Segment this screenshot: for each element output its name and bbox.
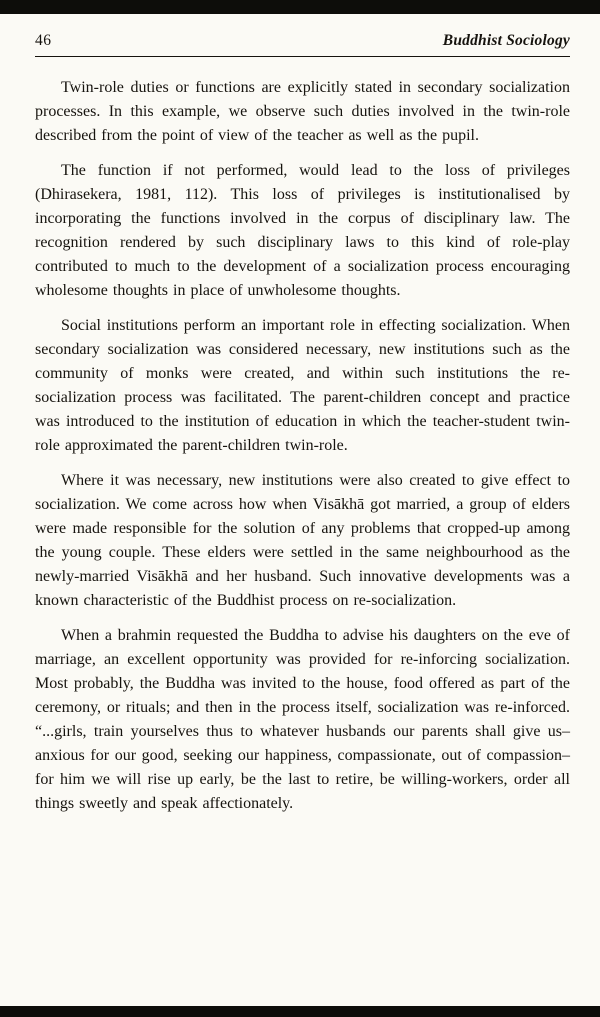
body-paragraph: Social institutions perform an important role in effecting socialization. When secondary socialization was considered necessary, new institutions such as the community of monks were created, and within such institutions the re-socialization process was facilitated. The parent-children concept and practice was introduced to the institution of education in which the teacher-student twin-role approximated the parent-children twin-role.	[35, 317, 570, 454]
page-number: 46	[35, 32, 52, 49]
header-rule	[35, 56, 570, 57]
page-header	[35, 32, 570, 50]
running-title: Buddhist Sociology	[442, 32, 570, 49]
scan-edge-top	[0, 0, 600, 14]
body-paragraph: Where it was necessary, new institutions were also created to give effect to socialization. We come across how when Visākhā got married, a group of elders were made responsible for the solution of any problems that cropped-up among the young couple. These elders were settled in the same neighbourhood as the newly-married Visākhā and her husband. Such innovative developments was a known characteristic of the Buddhist process on re-socialization.	[35, 472, 570, 609]
body-paragraph: Twin-role duties or functions are explicitly stated in secondary socialization processes. In this example, we observe such duties involved in the twin-role described from the point of view of the teacher as well as the pupil.	[35, 79, 570, 144]
body-paragraph: When a brahmin requested the Buddha to advise his daughters on the eve of marriage, an excellent opportunity was provided for re-inforcing socialization. Most probably, the Buddha was invited to the house, food offered as part of the ceremony, or rituals; and then in the process itself, socialization was re-inforced. “...girls, train yourselves thus to whatever husbands our parents shall give us–anxious for our good, seeking our happiness, compassionate, out of compassion–for him we will rise up early, be the last to retire, be willing-workers, order all things sweetly and speak affectionately.	[35, 627, 570, 812]
body-paragraph: The function if not performed, would lead to the loss of privileges (Dhirasekera, 1981, 112). This loss of privileges is institutionalised by incorporating the functions involved in the corpus of disciplinary law. The recognition rendered by such disciplinary laws to this kind of role-play contributed to much to the development of a socialization process encouraging wholesome thoughts in place of unwholesome thoughts.	[35, 162, 570, 299]
page-body	[35, 76, 570, 827]
scan-edge-bottom	[0, 1006, 600, 1017]
